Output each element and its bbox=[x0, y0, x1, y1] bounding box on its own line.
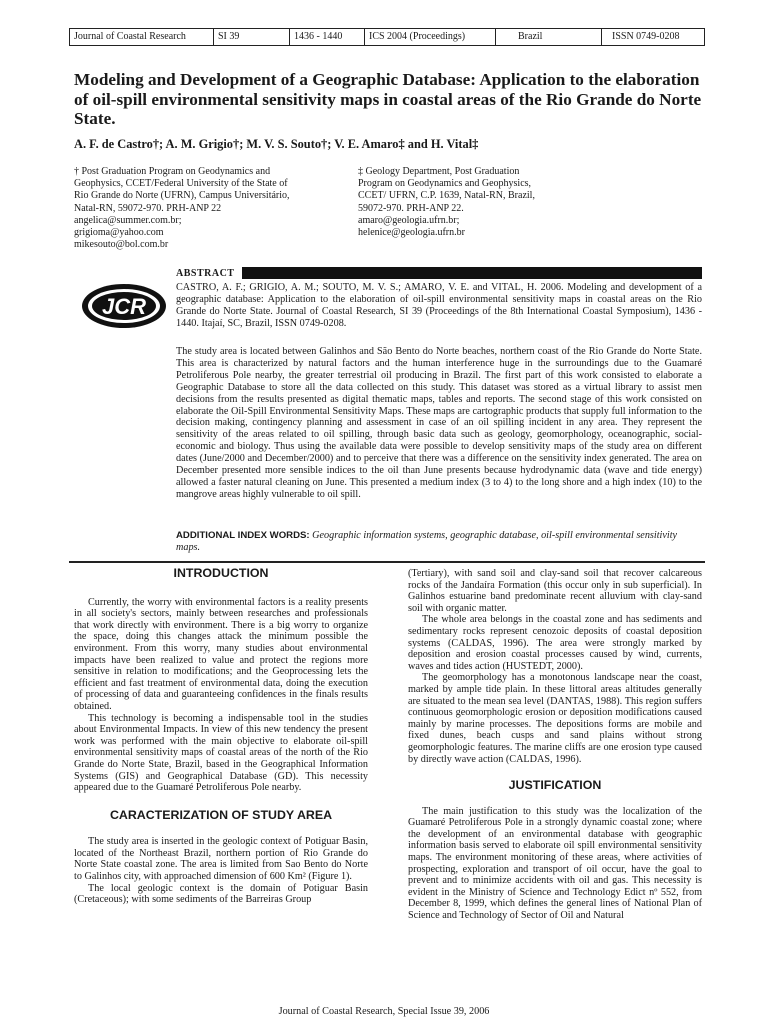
study-paragraph-1: The study area is inserted in the geologic context of Potiguar Basin, located of the Northeast Brazil, northern portion of Rio Grande do Norte State coastal zone. The area is limited from Sao Bento do Norte to Galinhos city, with approached dimension of 600 Km² (Figure 1). bbox=[74, 836, 368, 883]
index-words-list: Geographic information systems, geographic database, oil-spill environmental sensitivity maps. bbox=[176, 530, 678, 553]
affiliation-right: ‡ Geology Department, Post Graduation Program on Geodynamics and Geophysics, CCET/ UFRN, C.P. 1639, Natal-RN, Brazil, 59072-970. PRH-ANP 22. amaro@geologia.ufrn.br; helenice@geologia.ufrn.br bbox=[358, 166, 535, 239]
right-column bbox=[408, 568, 702, 922]
section-divider bbox=[69, 561, 705, 563]
intro-paragraph-2: This technology is becoming a indispensable tool in the studies about Environmental Impacts. In view of this new tendency the present work was performed with the main objective to elaborate oil-spill environmental sensitivity maps of coastal areas of the north of the Rio Grande do Norte State, Brazil, based in the Geographical Information Systems (GIS) and Geographical Database (GD). This necessity appeared due to the Guamaré Petroliferous Pole nearby. bbox=[74, 712, 368, 794]
abstract-body: The study area is located between Galinhos and São Bento do Norte beaches, northern coast of the Rio Grande do Norte State. This area is characterized by natural factors and the human interference huge in the surroundings due to the Guamaré Petroliferous Pole nearby, the greater terrestrial oil producing in Brazil. The first part of this work consisted to elaborate a Geographic Database to store all the data collected on this study. This dataset was stored as a virtual library to assist men decisions from the results presented as digital thematic maps, tables and reports. The second stage of this work consisted on elaborate the Oil-Spill Environmental Sensitivity Maps. These maps are cartographic products that supply full information to the decision making, contingency planning and assessment in case of an oil spilling incident in any area. They represent the sensitivity of the areas related to oil spilling, through basic data such as geology, geomorphology, oceanographic, social-economic and biology. Thus using the available data were possible to develop sensitivity maps of the study area on different dates (June/2000 and December/2000) and to perceive that there was a difference on the sensitivity index generated. The area on December presented more sensible indices to the oil than June presents because hydrodynamic data (wave and tide energy) allowed a faster natural cleaning on June. This presented a medium index (3 to 4) to the long shore and a high index (10) to the mangrove areas highly vulnerable to oil spill. bbox=[176, 346, 702, 500]
jcr-logo-text: JCR bbox=[101, 294, 147, 319]
abstract-header bbox=[176, 267, 702, 279]
abstract-header-bar bbox=[242, 267, 702, 279]
header-country: Brazil bbox=[496, 29, 602, 45]
study-paragraph-2: The local geologic context is the domain of Potiguar Basin (Cretaceous); with some sediments of the Barreiras Group bbox=[74, 882, 368, 906]
header-issue: SI 39 bbox=[214, 29, 290, 45]
abstract-label: ABSTRACT bbox=[176, 267, 235, 279]
geology-paragraph: (Tertiary), with sand soil and clay-sand soil that recover calcareous rocks of the Jandaíra Formation (this occur only in sub superficial). In Galinhos estuarine band predominate recent alluvium with clay-sand soil with organic matter. bbox=[408, 568, 702, 614]
justification-heading: JUSTIFICATION bbox=[508, 778, 602, 793]
journal-header-table bbox=[69, 28, 705, 46]
header-journal-name: Journal of Coastal Research bbox=[70, 29, 214, 45]
introduction-heading: INTRODUCTION bbox=[173, 566, 269, 580]
author-list: A. F. de Castro†; A. M. Grigio†; M. V. S. Souto†; V. E. Amaro‡ and H. Vital‡ bbox=[74, 137, 479, 151]
header-pages: 1436 - 1440 bbox=[290, 29, 365, 45]
justification-paragraph: The main justification to this study was the localization of the Guamaré Petroliferous Pole in a strongly dynamic coastal zone; where the development of an environmental database with geographic information basis served to elaborate oil spill environmental sensitivity maps. The environment monitoring of these areas, where activities of prospecting, exploration and transport of oil occur, have the goal to prevent and to minimize accidents with oil and gas. This necessity is evident in the Ministry of Science and Technology Edict nº 552, from December 8, 1999, which defines the general lines of National Plan of Science and Technology of Sector of Oil and Natural bbox=[408, 805, 702, 922]
paper-title: Modeling and Development of a Geographic Database: Application to the elaboration of oil-spill environmental sensitivity maps in coastal areas of the Rio Grande do Norte State. bbox=[74, 70, 702, 128]
page-footer: Journal of Coastal Research, Special Issue 39, 2006 bbox=[278, 1006, 490, 1017]
header-proceedings: ICS 2004 (Proceedings) bbox=[365, 29, 496, 45]
study-area-heading: CARACTERIZATION OF STUDY AREA bbox=[109, 807, 333, 822]
intro-paragraph-1: Currently, the worry with environmental factors is a reality presents in all society's sectors, mainly between researches and professionals that work directly with environment. There is a big worry to organize the space, doing this changes attack the minimum possible the environment. From this worry, many studies about environmental impacts have been realized to value and protect the regions more sensitive in relation to modifications; and the Geoprocessing lets the efficient and fast treatment of environmental data, doing the execution of processing of data and guaranteeing confidences in the finals results obtained. bbox=[74, 596, 368, 712]
geomorphology-paragraph: The geomorphology has a monotonous landscape near the coast, marked by ample tide plain. In these littoral areas altitudes generally are situated to the mean sea level (DANTAS, 1988). This region suffers continuous geomorphologic erosion or deposition modifications caused mainly by marine processes. The depositions forms are mobile and fixed dunes, beach cusps and sand plains without strong geomorphologic features. The marine cliffs are one erosion type caused by directly wave action (CALDAS, 1996). bbox=[408, 672, 702, 765]
left-column bbox=[74, 568, 368, 906]
jcr-logo-icon bbox=[80, 282, 168, 330]
index-words-label: ADDITIONAL INDEX WORDS: bbox=[176, 530, 310, 541]
abstract-citation: CASTRO, A. F.; GRIGIO, A. M.; SOUTO, M. V. S.; AMARO, V. E. and VITAL, H. 2006. Modeling and development of a geographic database: Application to the elaboration of oil-spill environmental sensitivity maps in coastal areas on the Rio Grande do Norte State. Journal of Coastal Research, SI 39 (Proceedings of the 8th International Coastal Symposium), 1436 - 1440. Itajaí, SC, Brazil, ISSN 0749-0208. bbox=[176, 282, 702, 329]
index-words bbox=[176, 530, 702, 554]
header-issn: ISSN 0749-0208 bbox=[612, 31, 680, 42]
coastal-zone-paragraph: The whole area belongs in the coastal zone and has sediments and sedimentary rocks represent cenozoic deposits of coastal deposition systems (CALDAS, 1996). The area were strongly marked by deposition and erosion coastal processes caused by wind, currents, waves and tides action (HUSTEDT, 2000). bbox=[408, 614, 702, 672]
affiliation-left: † Post Graduation Program on Geodynamics and Geophysics, CCET/Federal University of the State of Rio Grande do Norte (UFRN), Campus Universitário, Natal-RN, 59072-970. PRH-ANP 22 angelica@summer.com.br; grigioma@yahoo.com mikesouto@bol.com.br bbox=[74, 166, 290, 251]
